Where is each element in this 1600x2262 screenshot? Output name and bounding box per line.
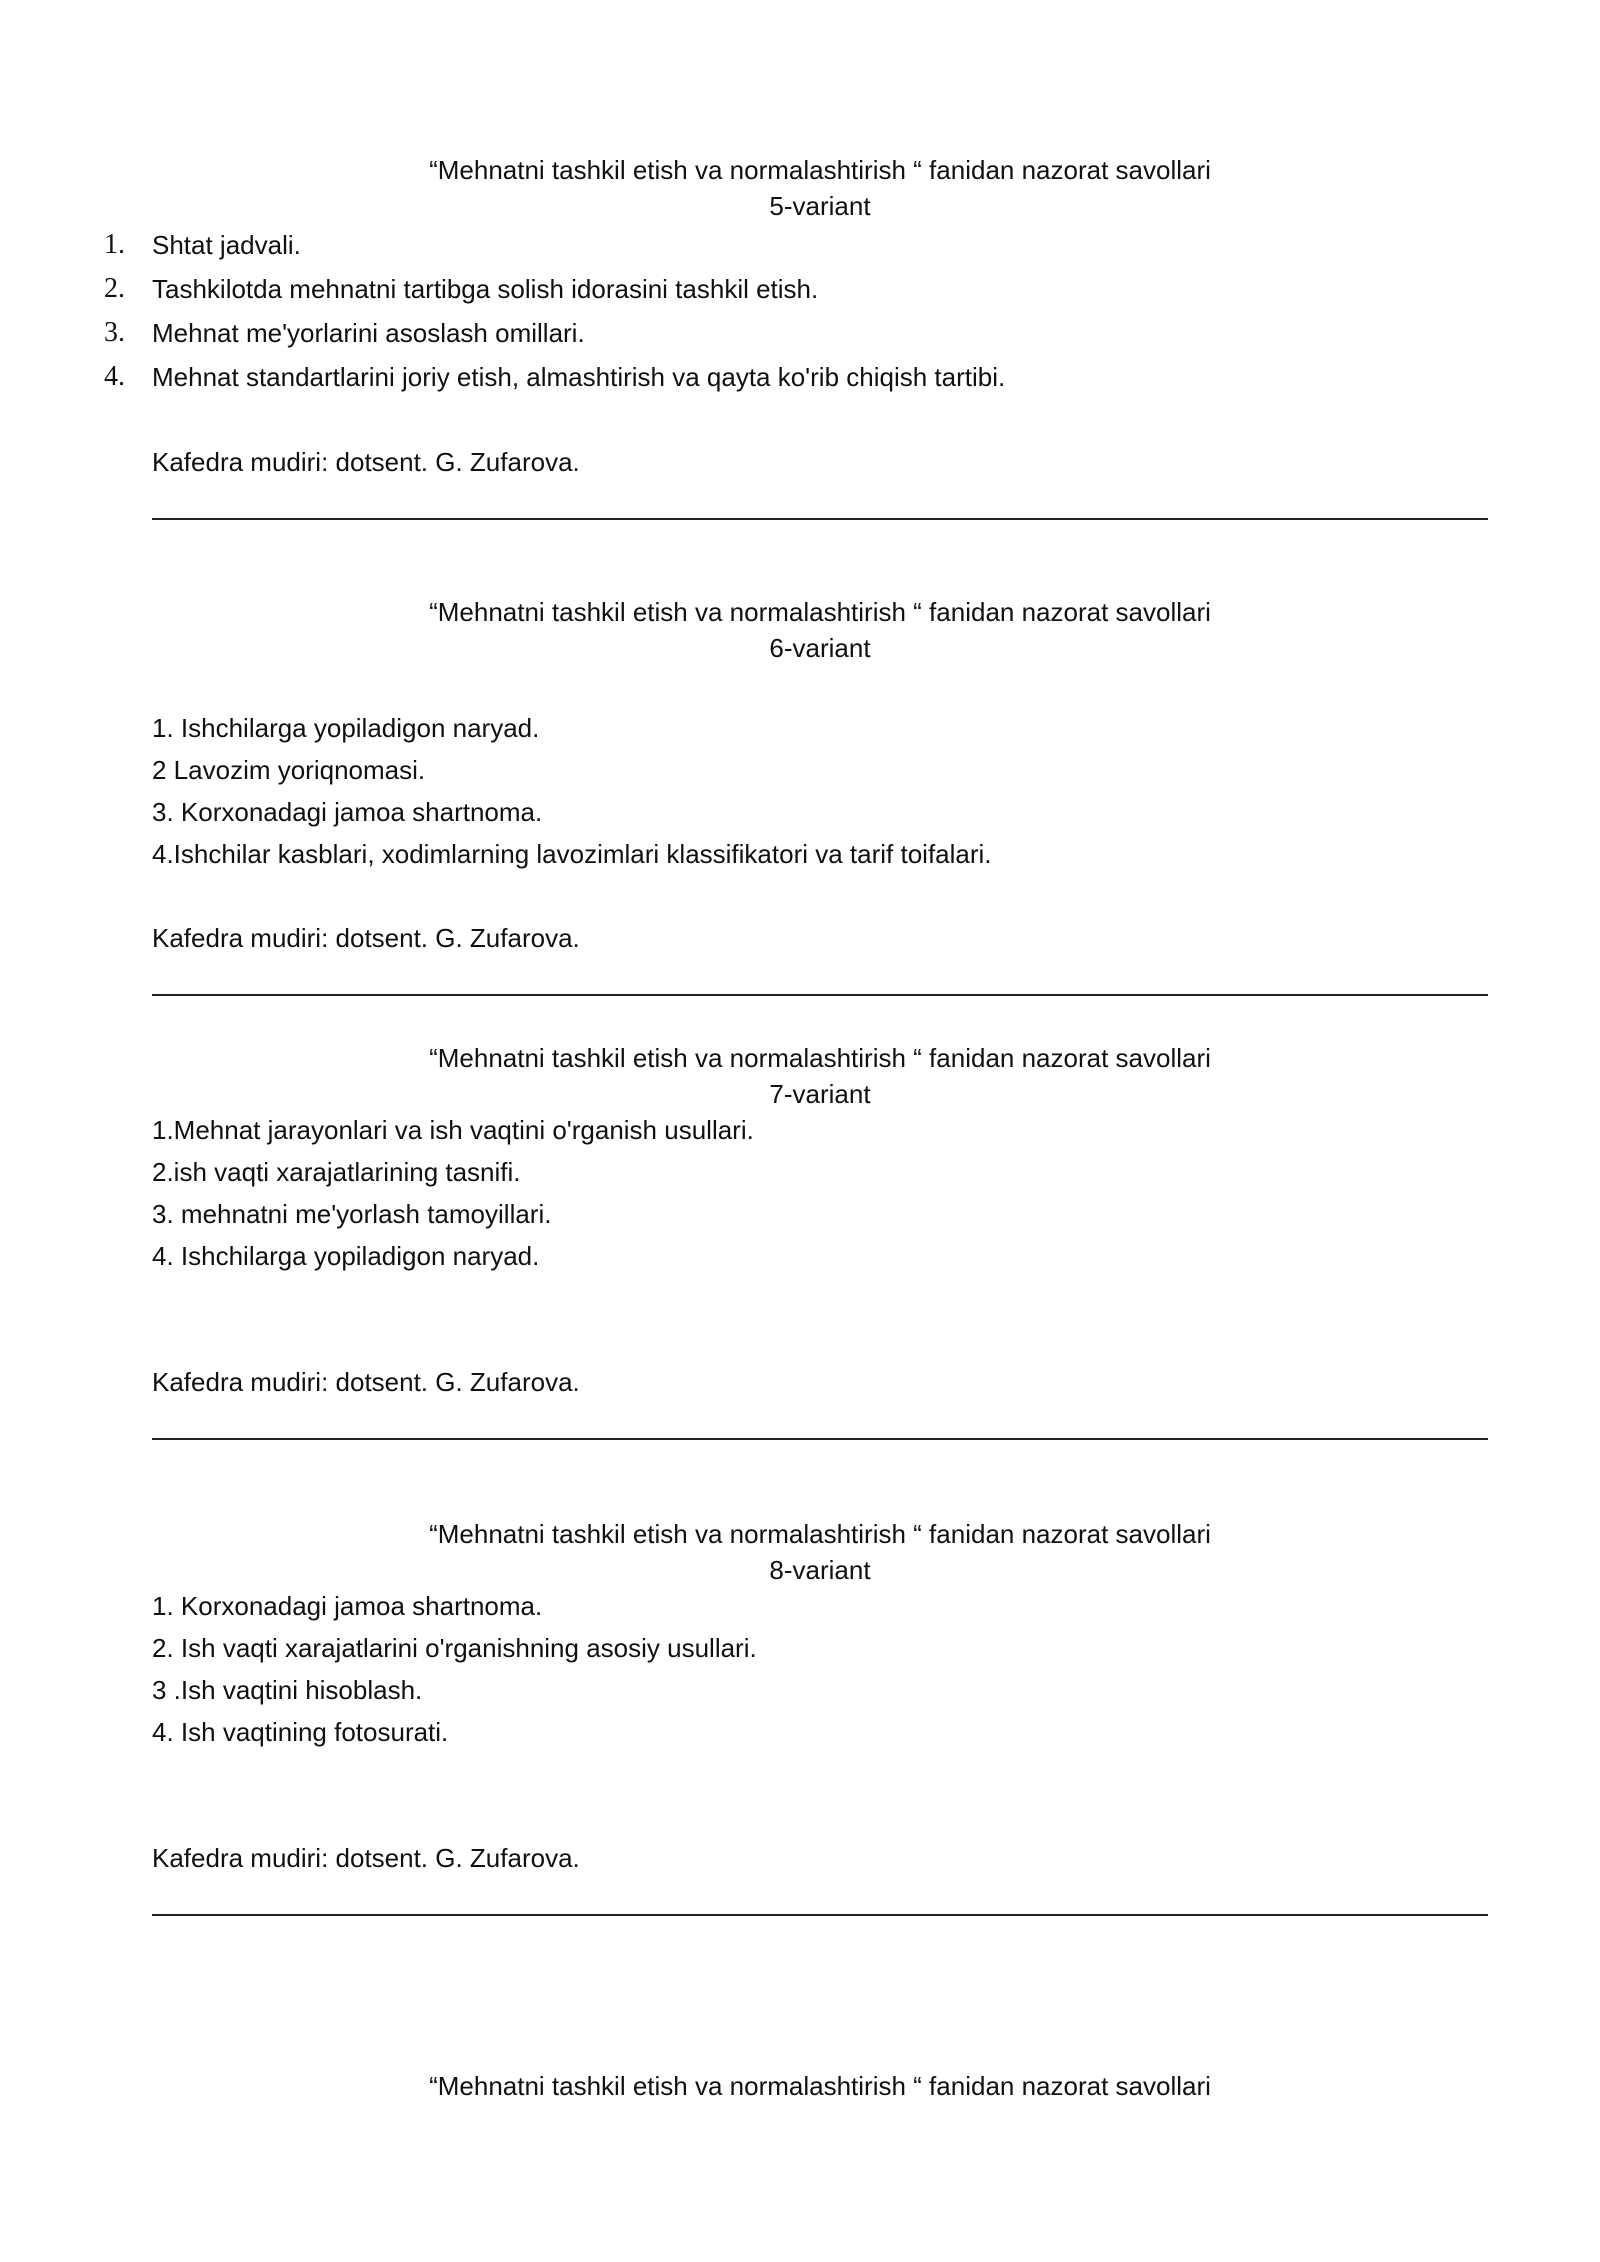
question-item: Tashkilotda mehnatni tartibga solish idorasini tashkil etish.: [152, 274, 819, 304]
list-number: 4.: [104, 361, 125, 392]
section-title: “Mehnatni tashkil etish va normalashtirish “ fanidan nazorat savollari: [429, 2071, 1211, 2101]
question-item: 4.Ishchilar kasblari, xodimlarning lavozimlari klassifikatori va tarif toifalari.: [152, 839, 992, 869]
question-item: 1.Mehnat jarayonlari va ish vaqtini o'rganish usullari.: [152, 1115, 754, 1145]
section-divider: [152, 994, 1488, 996]
variant-label: 6-variant: [769, 633, 871, 663]
question-item: 2.ish vaqti xarajatlarining tasnifi.: [152, 1157, 521, 1187]
list-number: 2.: [104, 273, 125, 304]
section-title: “Mehnatni tashkil etish va normalashtirish “ fanidan nazorat savollari: [429, 155, 1211, 185]
question-item: Mehnat standartlarini joriy etish, almashtirish va qayta ko'rib chiqish tartibi.: [152, 362, 1006, 392]
question-item: Shtat jadvali.: [152, 230, 301, 260]
question-item: 4. Ishchilarga yopiladigon naryad.: [152, 1241, 540, 1271]
section-divider: [152, 1914, 1488, 1916]
signature-line: Kafedra mudiri: dotsent. G. Zufarova.: [152, 1367, 580, 1397]
question-item: 3 .Ish vaqtini hisoblash.: [152, 1675, 423, 1705]
question-item: 2. Ish vaqti xarajatlarini o'rganishning asosiy usullari.: [152, 1633, 757, 1663]
signature-line: Kafedra mudiri: dotsent. G. Zufarova.: [152, 923, 580, 953]
question-item: 3. Korxonadagi jamoa shartnoma.: [152, 797, 543, 827]
section-title: “Mehnatni tashkil etish va normalashtirish “ fanidan nazorat savollari: [429, 597, 1211, 627]
question-item: Mehnat me'yorlarini asoslash omillari.: [152, 318, 585, 348]
signature-line: Kafedra mudiri: dotsent. G. Zufarova.: [152, 1843, 580, 1873]
variant-label: 7-variant: [769, 1079, 871, 1109]
list-number: 3.: [104, 317, 125, 348]
variant-label: 5-variant: [769, 191, 871, 221]
question-item: 1. Korxonadagi jamoa shartnoma.: [152, 1591, 543, 1621]
signature-line: Kafedra mudiri: dotsent. G. Zufarova.: [152, 447, 580, 477]
question-item: 4. Ish vaqtining fotosurati.: [152, 1717, 449, 1747]
question-item: 1. Ishchilarga yopiladigon naryad.: [152, 713, 540, 743]
section-divider: [152, 518, 1488, 520]
section-divider: [152, 1438, 1488, 1440]
section-title: “Mehnatni tashkil etish va normalashtirish “ fanidan nazorat savollari: [429, 1519, 1211, 1549]
section-title: “Mehnatni tashkil etish va normalashtirish “ fanidan nazorat savollari: [429, 1043, 1211, 1073]
variant-label: 8-variant: [769, 1555, 871, 1585]
list-number: 1.: [104, 229, 125, 260]
question-item: 3. mehnatni me'yorlash tamoyillari.: [152, 1199, 552, 1229]
question-item: 2 Lavozim yoriqnomasi.: [152, 755, 426, 785]
